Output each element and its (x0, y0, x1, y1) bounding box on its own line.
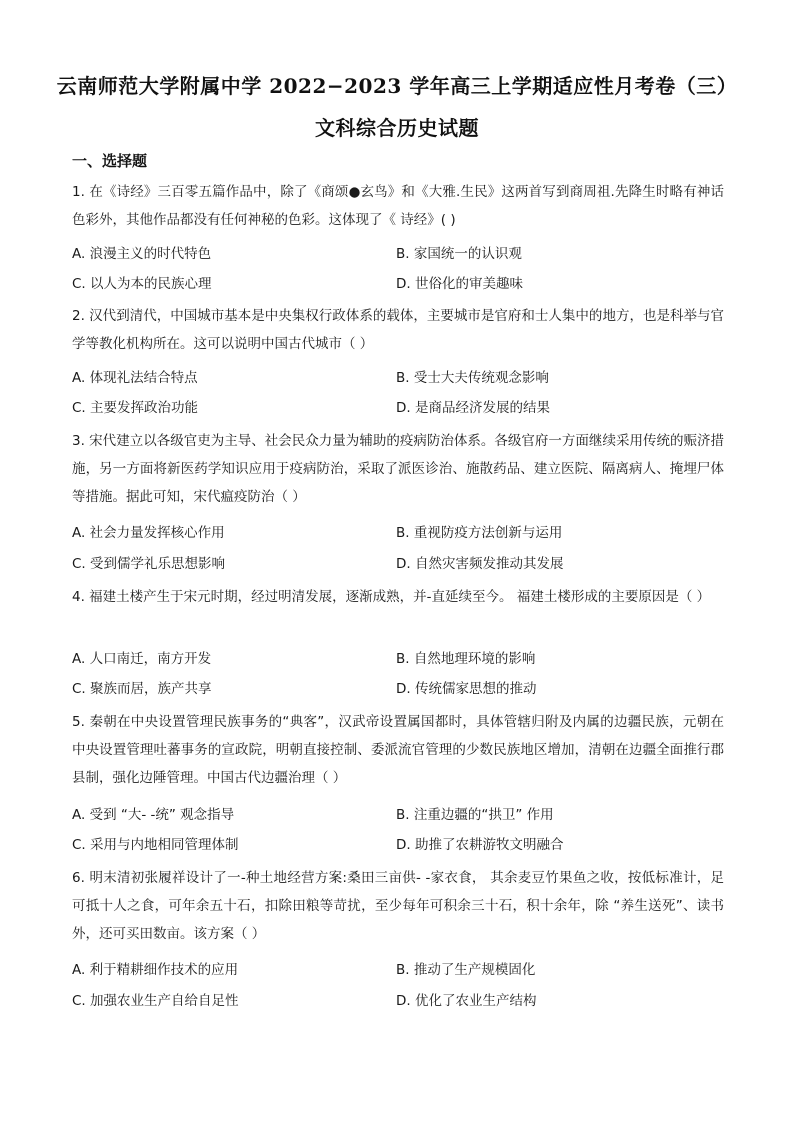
question-5-options-row-1 (72, 804, 724, 826)
question-4-options-row-1 (72, 648, 724, 670)
question-4-option-a: A. 人口南迁，南方开发 (72, 651, 212, 667)
question-1-option-c: C. 以人为本的民族心理 (72, 276, 212, 292)
question-3-option-b: B. 重视防疫方法创新与运用 (396, 525, 563, 541)
question-1-option-a: A. 浪漫主义的时代特色 (72, 246, 212, 262)
question-5-stem: 5. 秦朝在中央设置管理民族事务的“典客”，汉武帝设置属国都时，具体管辖归附及内属的边疆民族，元朝在中央设置管理吐蕃事务的宣政院，明朝直接控制、委派流官管理的少数民族地区增加，清朝在边疆全面推行郡县制，强化边陲管理。中国古代边疆治理（ ） (72, 714, 724, 786)
question-4-option-d: D. 传统儒家思想的推动 (396, 681, 537, 697)
question-6-option-d: D. 优化了农业生产结构 (396, 993, 537, 1009)
question-3-options-row-1 (72, 522, 724, 544)
question-5-option-b: B. 注重边疆的“拱卫” 作用 (396, 807, 554, 823)
question-3-option-a: A. 社会力量发挥核心作用 (72, 525, 225, 541)
question-2-option-d: D. 是商品经济发展的结果 (396, 400, 550, 416)
question-2-option-a: A. 体现礼法结合特点 (72, 370, 198, 386)
question-6-option-b: B. 推动了生产规模固化 (396, 962, 536, 978)
question-3-option-d: D. 自然灾害频发推动其发展 (396, 556, 564, 572)
question-6-option-c: C. 加强农业生产自给自足性 (72, 993, 239, 1009)
question-6-options-row-1 (72, 959, 724, 981)
question-3-option-c: C. 受到儒学礼乐思想影响 (72, 556, 226, 572)
question-1-option-d: D. 世俗化的审美趣味 (396, 276, 523, 292)
question-4-options-row-2 (72, 678, 724, 700)
question-5-options-row-2 (72, 834, 724, 856)
question-4-stem: 4. 福建土楼产生于宋元时期，经过明清发展，逐渐成熟，并-直延续至今。 福建土楼形成的主要原因是（ ） (72, 589, 711, 605)
question-2-options-row-1 (72, 367, 724, 389)
question-2-stem: 2. 汉代到清代，中国城市基本是中央集权行政体系的载体，主要城市是官府和士人集中的地方，也是科举与官学等教化机构所在。这可以说明中国古代城市（ ） (72, 308, 724, 352)
exam-subtitle: 文科综合历史试题 (315, 116, 479, 140)
question-6-options-row-2 (72, 990, 724, 1012)
question-2-option-b: B. 受士大夫传统观念影响 (396, 370, 549, 386)
question-5-option-c: C. 采用与内地相同管理体制 (72, 837, 239, 853)
question-4-option-b: B. 自然地理环境的影响 (396, 651, 536, 667)
question-2-option-c: C. 主要发挥政治功能 (72, 400, 199, 416)
question-3-stem: 3. 宋代建立以各级官吏为主导、社会民众力量为辅助的疫病防治体系。各级官府一方面继续采用传统的赈济措施，另一方面将新医药学知识应用于疫病防治，采取了派医诊治、施散药品、建立医院、隔离病人、掩埋尸体等措施。据此可知，宋代瘟疫防治（ ） (72, 433, 724, 505)
question-5-option-d: D. 助推了农耕游牧文明融合 (396, 837, 564, 853)
section-heading: 一、选择题 (72, 152, 148, 170)
question-1-option-b: B. 家国统一的认识观 (396, 246, 522, 262)
question-4-option-c: C. 聚族而居，族产共享 (72, 681, 212, 697)
question-1-options-row-2 (72, 273, 724, 295)
question-3-options-row-2 (72, 553, 724, 575)
question-6-stem: 6. 明末清初张履祥设计了一-种土地经营方案:桑田三亩供- -家衣食， 其余麦豆竹果鱼之收，按低标准计，足可抵十人之食，可年余五十石，扣除田粮等苛扰，至少每年可积余三十石，积十余年，除 “养生送死”、读书外，还可买田数亩。该方案（ ） (72, 870, 724, 942)
question-1-stem: 1. 在《诗经》三百零五篇作品中，除了《商颂●玄鸟》和《大雅.生民》这两首写到商周祖.先降生时略有神话色彩外，其他作品都没有任何神秘的色彩。这体现了《 诗经》( ) (72, 184, 724, 228)
question-1-options-row-1 (72, 243, 724, 265)
question-6-option-a: A. 利于精耕细作技术的应用 (72, 962, 239, 978)
question-2-options-row-2 (72, 397, 724, 419)
exam-title: 云南师范大学附属中学 2022−2023 学年高三上学期适应性月考卷（三） (56, 74, 738, 98)
question-5-option-a: A. 受到 “大- -统” 观念指导 (72, 807, 235, 823)
